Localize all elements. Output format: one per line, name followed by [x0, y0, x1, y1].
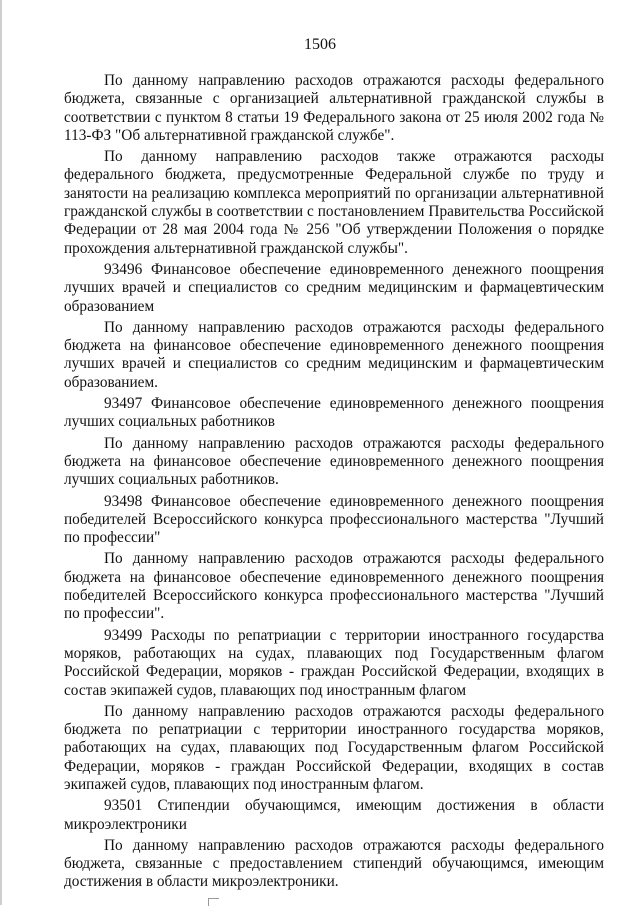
document-body	[64, 72, 604, 895]
section-heading-93497: 93497 Финансовое обеспечение единовременного денежного поощрения лучших социальных работников	[64, 395, 604, 431]
scan-edge	[0, 0, 2, 905]
section-heading-93498: 93498 Финансовое обеспечение единовременного денежного поощрения победителей Всероссийского конкурса профессионального мастерства "Лучший по профессии"	[64, 492, 604, 547]
paragraph-93497-description: По данному направлению расходов отражаются расходы федерального бюджета на финансовое обеспечение единовременного денежного поощрения лучших социальных работников.	[64, 434, 604, 489]
paragraph-93496-description: По данному направлению расходов отражаются расходы федерального бюджета на финансовое обеспечение единовременного денежного поощрения лучших врачей и специалистов со средним медицинским и фармацевтическим образованием.	[64, 318, 604, 391]
page-number: 1506	[304, 36, 336, 53]
paragraph-1: По данному направлению расходов отражаются расходы федерального бюджета, связанные с организацией альтернативной гражданской службы в соответствии с пунктом 8 статьи 19 Федерального закона от 25 июля 2002 года № 113-ФЗ "Об альтернативной гражданской службе".	[64, 72, 604, 144]
paragraph-93498-description: По данному направлению расходов отражаются расходы федерального бюджета на финансовое обеспечение единовременного денежного поощрения победителей Всероссийского конкурса профессионального мастерства "Лучший по профессии".	[64, 550, 604, 623]
section-heading-93501: 93501 Стипендии обучающимся, имеющим достижения в области микроэлектроники	[64, 797, 604, 833]
paragraph-93501-description: По данному направлению расходов отражаются расходы федерального бюджета, связанные с предоставлением стипендий обучающимся, имеющим достижения в области микроэлектроники.	[64, 836, 604, 891]
section-heading-93496: 93496 Финансовое обеспечение единовременного денежного поощрения лучших врачей и специалистов со средним медицинским и фармацевтическим образованием	[64, 260, 604, 315]
paragraph-2: По данному направлению расходов также отражаются расходы федерального бюджета, предусмотренные Федеральной службе по труду и занятости на реализацию комплекса мероприятий по организации альтернативной гражданской службы в соответствии с постановлением Правительства Российской Федерации от 28 мая 2004 года № 256 "Об утверждении Положения о порядке прохождения альтернативной гражданской службы".	[64, 148, 604, 257]
paragraph-93499-description: По данному направлению расходов отражаются расходы федерального бюджета по репатриации с территории иностранного государства моряков, работающих на судах, плавающих под Государственным флагом Российской Федерации, моряков - граждан Российской Федерации, входящих в состав экипажей судов, плавающих под иностранным флагом.	[64, 702, 604, 793]
section-heading-93499: 93499 Расходы по репатриации с территории иностранного государства моряков, работающих на судах, плавающих под Государственным флагом Российской Федерации, моряков - граждан Российской Федерации, входящих в состав экипажей судов, плавающих под иностранным флагом	[64, 626, 604, 699]
